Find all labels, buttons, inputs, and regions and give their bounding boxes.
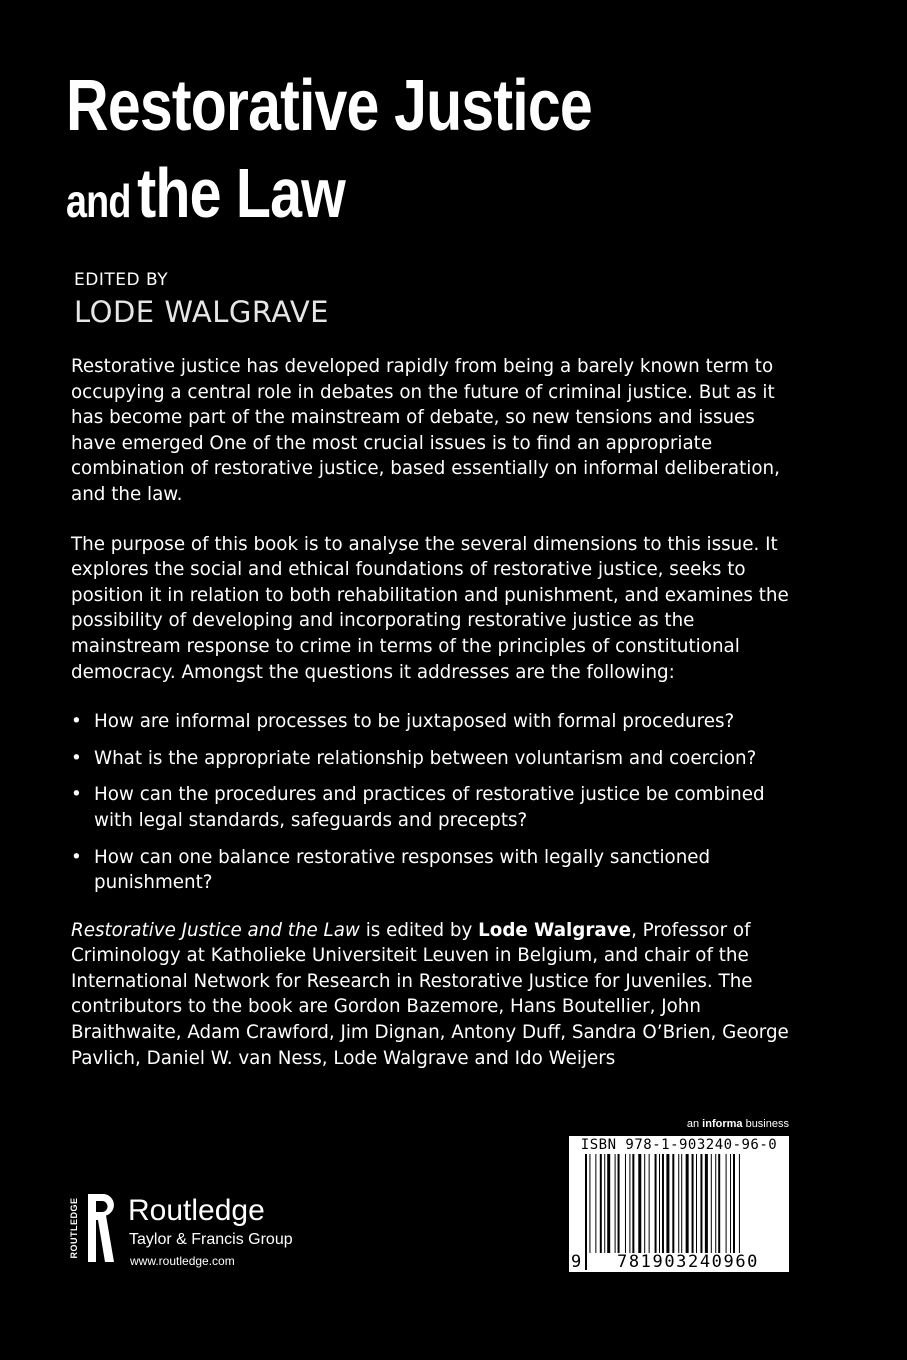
blurb: [71, 354, 791, 1095]
list-item-text: How can the procedures and practices of restorative justice be combined with legal standards, safeguards and precepts?: [94, 784, 765, 831]
title-line-1: Restorative Justice: [66, 66, 592, 146]
routledge-vertical-mark: ROUTLEDGE: [69, 1197, 79, 1259]
informa-suffix: business: [742, 1118, 789, 1130]
list-item-text: What is the appropriate relationship between voluntarism and coercion?: [94, 747, 757, 769]
publisher-logo: [68, 1190, 308, 1270]
routledge-r-glyph: [88, 1194, 114, 1262]
informa-business: [687, 1118, 789, 1130]
list-item: [71, 782, 791, 833]
publisher-group: Taylor & Francis Group: [129, 1231, 293, 1248]
editor-bio-text: , Professor of Criminology at Katholieke Universiteit Leuven in Belgium, and chair of the International Network for Research in Restorative Justice for Juveniles. The contributors to the book are Gordon Bazemore, Hans Boutellier, John Braithwaite, Adam Crawford, Jim Dignan, Antony Duff, Sandra O’Brien, George Pavlich, Daniel W. van Ness, Lode Walgrave and Ido Weijers: [71, 919, 789, 1069]
bullet-icon: •: [71, 784, 82, 806]
barcode-digit-string: 781903240960: [589, 1253, 787, 1271]
list-item-text: How are informal processes to be juxtaposed with formal procedures?: [94, 711, 735, 733]
editor-name: LODE WALGRAVE: [74, 295, 329, 329]
bullet-icon: •: [71, 711, 82, 733]
edited-by-label: EDITED BY: [74, 270, 169, 290]
title-and: and: [66, 175, 131, 227]
editor-paragraph: [71, 918, 791, 1072]
paragraph-1: Restorative justice has developed rapidly from being a barely known term to occupying a central role in debates on the future of criminal justice. But as it has become part of the mainstream of debate, so new tensions and issues have emerged One of the most crucial issues is to find an appropriate combination of restorative justice, based essentially on informal deliberation, and the law.: [71, 356, 780, 505]
barcode-first-digit: 9: [571, 1252, 582, 1272]
list-item: [71, 845, 791, 896]
book-title: [66, 66, 592, 232]
informa-brand: informa: [702, 1118, 743, 1130]
routledge-logo-icon: [68, 1192, 116, 1264]
title-the-law: the Law: [137, 154, 346, 232]
list-item-text: How can one balance restorative responses with legally sanctioned punishment?: [94, 846, 711, 894]
isbn-label: ISBN 978-1-903240-96-0: [580, 1137, 778, 1153]
isbn-barcode: [569, 1136, 789, 1272]
list-item: [71, 709, 791, 735]
bullet-icon: •: [71, 846, 82, 868]
editor-name-bold: Lode Walgrave: [478, 919, 632, 941]
question-list: [71, 709, 791, 896]
publisher-name: Routledge: [128, 1194, 265, 1227]
bullet-icon: •: [71, 747, 82, 769]
informa-prefix: an: [686, 1118, 703, 1130]
book-title-italic: Restorative Justice and the Law: [71, 919, 360, 941]
is-edited-by-text: is edited by: [359, 919, 479, 941]
barcode-digits: [571, 1253, 787, 1271]
title-line-2: [66, 154, 592, 232]
list-item: [71, 746, 791, 772]
paragraph-2: The purpose of this book is to analyse the several dimensions to this issue. It explores the social and ethical foundations of restorative justice, seeks to position it in relation to both rehabilitation and punishment, and examines the possibility of developing and incorporating restorative justice as the mainstream response to crime in terms of the principles of constitutional democracy. Amongst the questions it addresses are the following:: [71, 533, 789, 683]
publisher-url[interactable]: www.routledge.com: [130, 1254, 235, 1268]
